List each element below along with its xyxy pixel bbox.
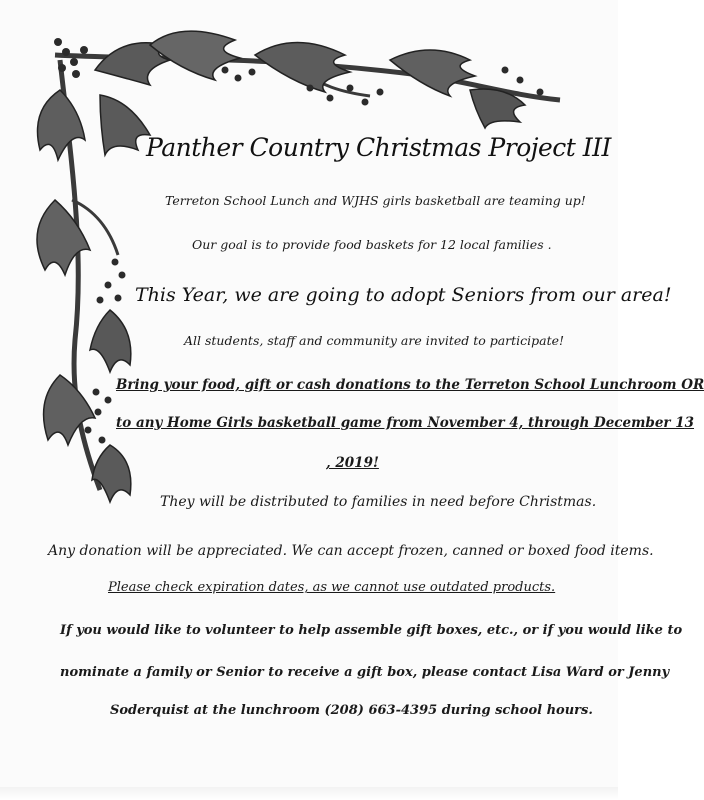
scan-bottom-edge: [0, 787, 618, 800]
flyer-title: Panther Country Christmas Project III: [146, 133, 611, 162]
appreciation-line: Any donation will be appreciated. We can accept frozen, canned or boxed food items.: [48, 543, 654, 559]
goal-line: Our goal is to provide food baskets for 12 local families .: [192, 237, 552, 252]
contact-line: Soderquist at the lunchroom (208) 663-4395 during school hours.: [110, 703, 593, 718]
expiration-notice: Please check expiration dates, as we cannot use outdated products.: [108, 580, 556, 595]
distribution-line: They will be distributed to families in need before Christmas.: [160, 494, 597, 510]
teaming-up-line: Terreton School Lunch and WJHS girls basketball are teaming up!: [165, 193, 586, 208]
volunteer-line-1: If you would like to volunteer to help assemble gift boxes, etc., or if you would like to: [60, 623, 683, 638]
donation-line-3: , 2019!: [326, 455, 379, 471]
donation-line-1: Bring your food, gift or cash donations to the Terreton School Lunchroom OR: [116, 377, 704, 393]
donation-line-2: to any Home Girls basketball game from November 4, through December 13: [116, 415, 695, 431]
invitation-line: All students, staff and community are invited to participate!: [184, 333, 565, 348]
seniors-headline: This Year, we are going to adopt Seniors from our area!: [135, 284, 672, 306]
volunteer-line-2: nominate a family or Senior to receive a gift box, please contact Lisa Ward or Jenny: [60, 665, 670, 680]
